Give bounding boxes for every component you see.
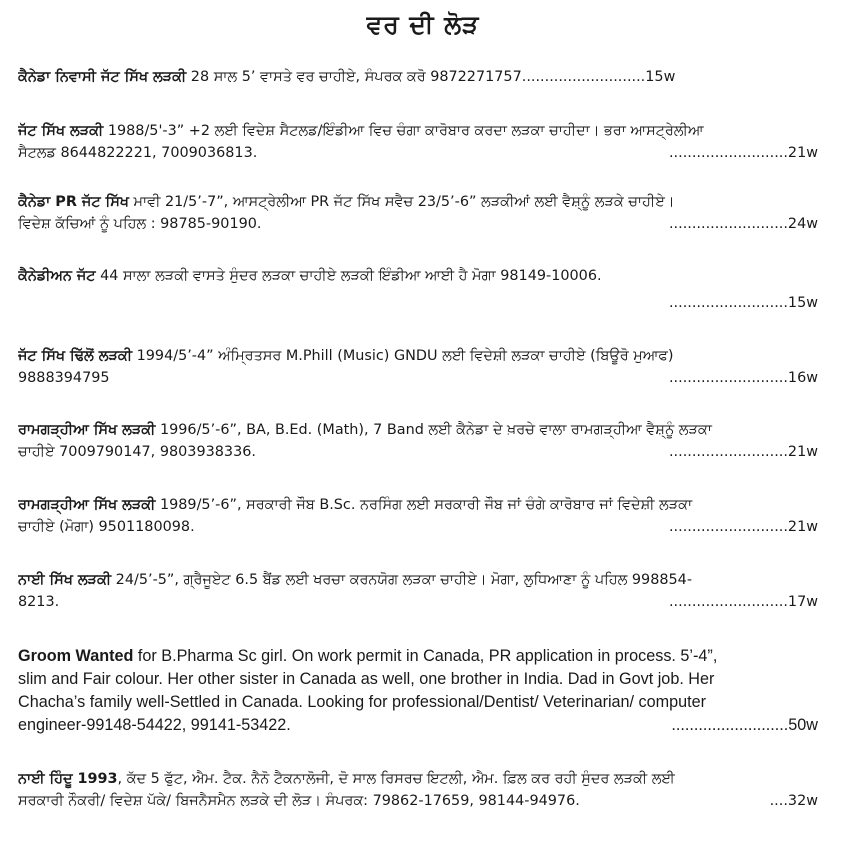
ad-text: ਚਾਹੀਏ (ਮੋਗਾ) 9501180098.: [18, 519, 195, 535]
ad-headline: ਜੱਟ ਸਿੱਖ ਲੜਕੀ: [18, 123, 104, 139]
ad-item: [18, 66, 824, 88]
ad-text: 28 ਸਾਲ 5’ ਵਾਸਤੇ ਵਰ ਚਾਹੀਏ, ਸੰਪਰਕ ਕਰੋ 9872271757...........................15w: [186, 69, 676, 85]
ad-headline: ਕੈਨੇਡਾ PR ਜੱਟ ਸਿੱਖ: [18, 194, 129, 210]
ad-headline: ਜੱਟ ਸਿੱਖ ਢਿੱਲੋਂ ਲੜਕੀ: [18, 348, 133, 364]
ad-word-count: ....32w: [769, 793, 818, 809]
ad-text: slim and Fair colour. Her other sister in Canada as well, one brother in India. Dad in Govt job. Her: [18, 670, 715, 688]
ad-text: 44 ਸਾਲਾ ਲੜਕੀ ਵਾਸਤੇ ਸੁੰਦਰ ਲੜਕਾ ਚਾਹੀਏ ਲੜਕੀ ਇੰਡੀਆ ਆਈ ਹੈ ਮੋਗਾ 98149-10006.: [95, 268, 602, 284]
ad-headline: Groom Wanted: [18, 647, 134, 665]
ad-word-count: ..........................21w: [668, 519, 818, 535]
ad-item: [18, 569, 824, 613]
ad-word-count: ..........................21w: [668, 444, 818, 460]
ad-text: engineer-99148-54422, 99141-53422.: [18, 716, 291, 734]
ad-word-count: ..........................15w: [668, 295, 818, 311]
ad-item: [18, 494, 824, 538]
classifieds-page: [18, 0, 828, 860]
ad-text: 1996/5’-6”, BA, B.Ed. (Math), 7 Band ਲਈ ਕੈਨੇਡਾ ਦੇ ਖ਼ਰਚੇ ਵਾਲਾ ਰਾਮਗੜ੍ਹੀਆ ਵੈਸ਼੍ਨੂੰ ਲੜਕਾ: [155, 422, 712, 438]
ad-headline: ਕੈਨੇਡੀਅਨ ਜੱਟ: [18, 268, 96, 284]
ad-text: ਸਰਕਾਰੀ ਨੌਕਰੀ/ ਵਿਦੇਸ਼ ਪੱਕੇ/ ਬਿਜਨੈਸਮੈਨ ਲੜਕੇ ਦੀ ਲੋੜ। ਸੰਪਰਕ: 79862-17659, 98144-94976.: [18, 793, 580, 809]
ad-item: [18, 265, 824, 311]
page-title: ਵਰ ਦੀ ਲੋੜ: [366, 10, 480, 39]
ad-text: 8213.: [18, 594, 60, 610]
ad-text: ਮਾਵੀ 21/5’-7”, ਆਸਟ੍ਰੇਲੀਆ PR ਜੱਟ ਸਿੱਖ ਸਵੈਚ 23/5’-6” ਲੜਕੀਆਂ ਲਈ ਵੈਸ਼੍ਨੂੰ ਲੜਕੇ ਚਾਹੀਏ।: [128, 194, 675, 210]
ad-item: [18, 120, 824, 164]
ad-headline: ਨਾਈ ਸਿੱਖ ਲੜਕੀ: [18, 572, 112, 588]
ad-text: ਸੈਟਲਡ 8644822221, 7009036813.: [18, 145, 258, 161]
ad-text: , ਕੱਦ 5 ਫੁੱਟ, ਐਮ. ਟੈਕ. ਨੈਨੋ ਟੈਕਨਾਲੋਜੀ, ਦੋ ਸਾਲ ਰਿਸਰਚ ਇਟਲੀ, ਐਮ. ਫ਼ਿਲ ਕਰ ਰਹੀ ਸੁੰਦਰ ਲੜਕੀ ਲਈ: [117, 771, 675, 787]
ad-item: [18, 191, 824, 235]
ad-headline: ਨਾਈ ਹਿੰਦੂ 1993: [18, 771, 118, 787]
ad-word-count: ..........................50w: [671, 716, 818, 734]
ad-headline: ਕੈਨੇਡਾ ਨਿਵਾਸੀ ਜੱਟ ਸਿੱਖ ਲੜਕੀ: [18, 69, 187, 85]
ad-text: 9888394795: [18, 370, 110, 386]
ad-text: 1988/5'-3” +2 ਲਈ ਵਿਦੇਸ਼ ਸੈਟਲਡ/ਇੰਡੀਆ ਵਿਚ ਚੰਗਾ ਕਾਰੋਬਾਰ ਕਰਦਾ ਲੜਕਾ ਚਾਹੀਦਾ। ਭਰਾ ਆਸਟ੍ਰੇਲੀਆ: [103, 123, 704, 139]
ad-word-count: ..........................17w: [668, 594, 818, 610]
ad-item: [18, 645, 824, 737]
ad-item: [18, 419, 824, 463]
ad-text: for B.Pharma Sc girl. On work permit in Canada, PR application in process. 5’-4”,: [133, 647, 718, 665]
ad-headline: ਰਾਮਗੜ੍ਹੀਆ ਸਿੱਖ ਲੜਕੀ: [18, 497, 156, 513]
ad-word-count: ..........................24w: [668, 216, 818, 232]
ad-headline: ਰਾਮਗੜ੍ਹੀਆ ਸਿੱਖ ਲੜਕੀ: [18, 422, 156, 438]
ad-item: [18, 345, 824, 389]
ad-item: [18, 768, 824, 812]
ad-word-count: ..........................21w: [668, 145, 818, 161]
ad-text: ਚਾਹੀਏ 7009790147, 9803938336.: [18, 444, 256, 460]
ad-text: 1994/5’-4” ਅੰਮ੍ਰਿਤਸਰ M.Phill (Music) GNDU ਲਈ ਵਿਦੇਸ਼ੀ ਲੜਕਾ ਚਾਹੀਏ (ਬਿਊਰੋ ਮੁਆਫ): [132, 348, 674, 364]
ad-text: ਵਿਦੇਸ਼ ਕੱਚਿਆਂ ਨੂੰ ਪਹਿਲ : 98785-90190.: [18, 216, 262, 232]
ad-text: 24/5’-5”, ਗ੍ਰੈਜੂਏਟ 6.5 ਬੈਂਡ ਲਈ ਖਰਚਾ ਕਰਨਯੋਗ ਲੜਕਾ ਚਾਹੀਏ। ਮੋਗਾ, ਲੁਧਿਆਣਾ ਨੂੰ ਪਹਿਲ 998854-: [111, 572, 693, 588]
ad-text: Chacha’s family well-Settled in Canada. Looking for professional/Dentist/ Veterinarian/ computer: [18, 693, 707, 711]
ad-word-count: ..........................16w: [668, 370, 818, 386]
ad-text: 1989/5’-6”, ਸਰਕਾਰੀ ਜੌਬ B.Sc. ਨਰਸਿੰਗ ਲਈ ਸਰਕਾਰੀ ਜੌਬ ਜਾਂ ਚੰਗੇ ਕਾਰੋਬਾਰ ਜਾਂ ਵਿਦੇਸ਼ੀ ਲੜਕਾ: [155, 497, 693, 513]
